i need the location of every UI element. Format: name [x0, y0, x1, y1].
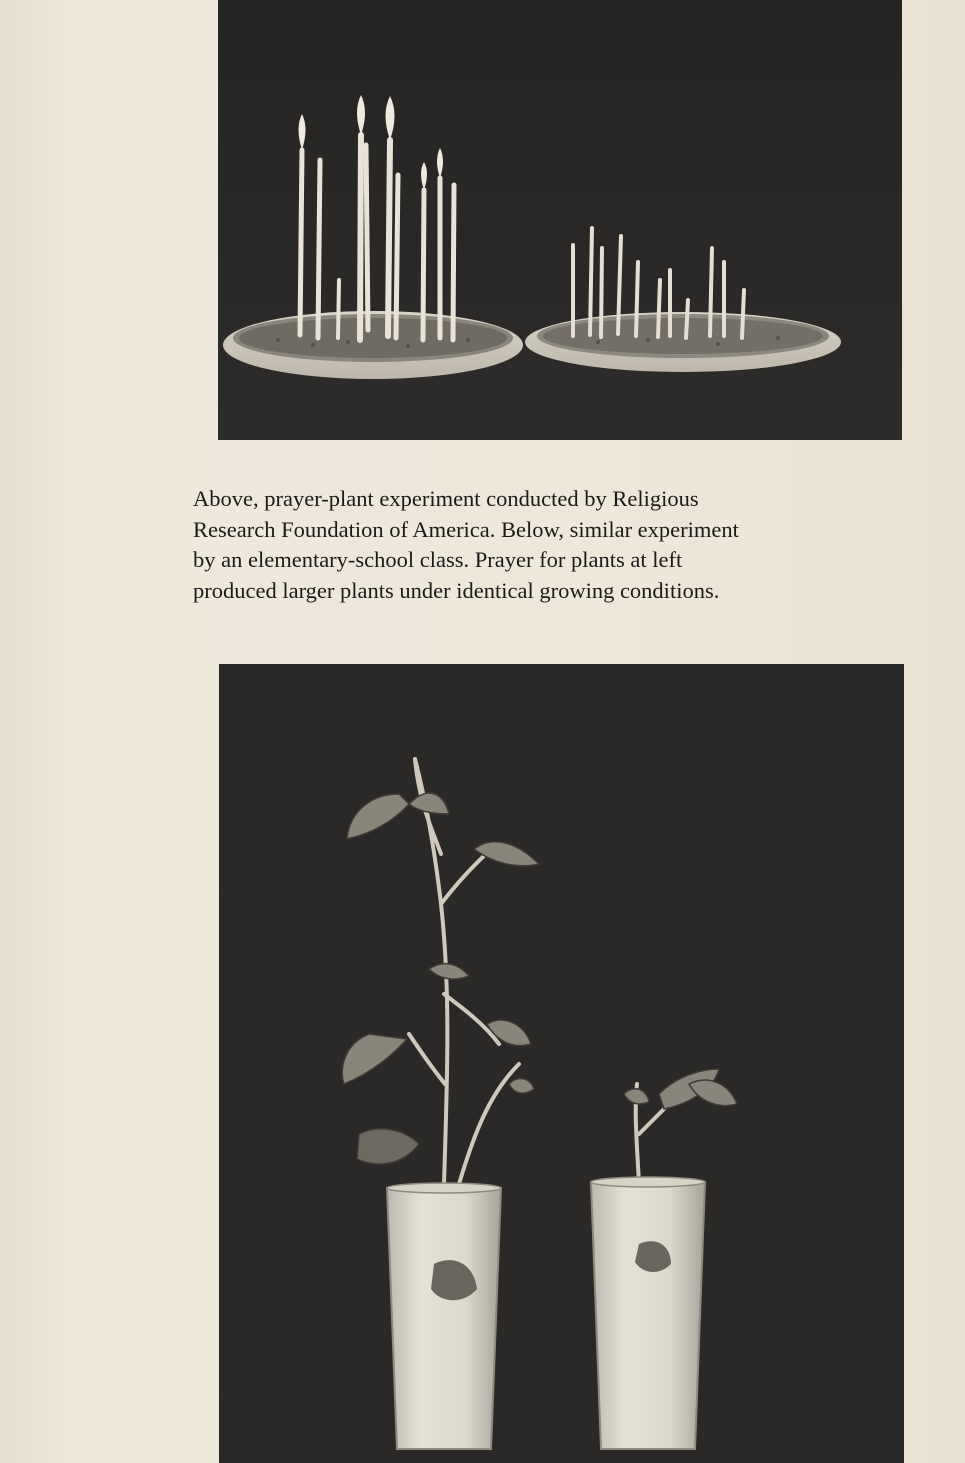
caption-line: produced larger plants under identical growing conditions. — [193, 577, 720, 603]
caption-line: by an elementary-school class. Prayer for plants at left — [193, 547, 683, 572]
caption-line: Research Foundation of America. Below, similar experiment — [193, 516, 739, 542]
sprout-dishes-photo — [218, 0, 902, 440]
caption-line: Above, prayer-plant experiment conducted by Religious — [193, 486, 699, 511]
plants-in-glasses-photo — [219, 664, 904, 1463]
figure-caption — [193, 484, 913, 606]
